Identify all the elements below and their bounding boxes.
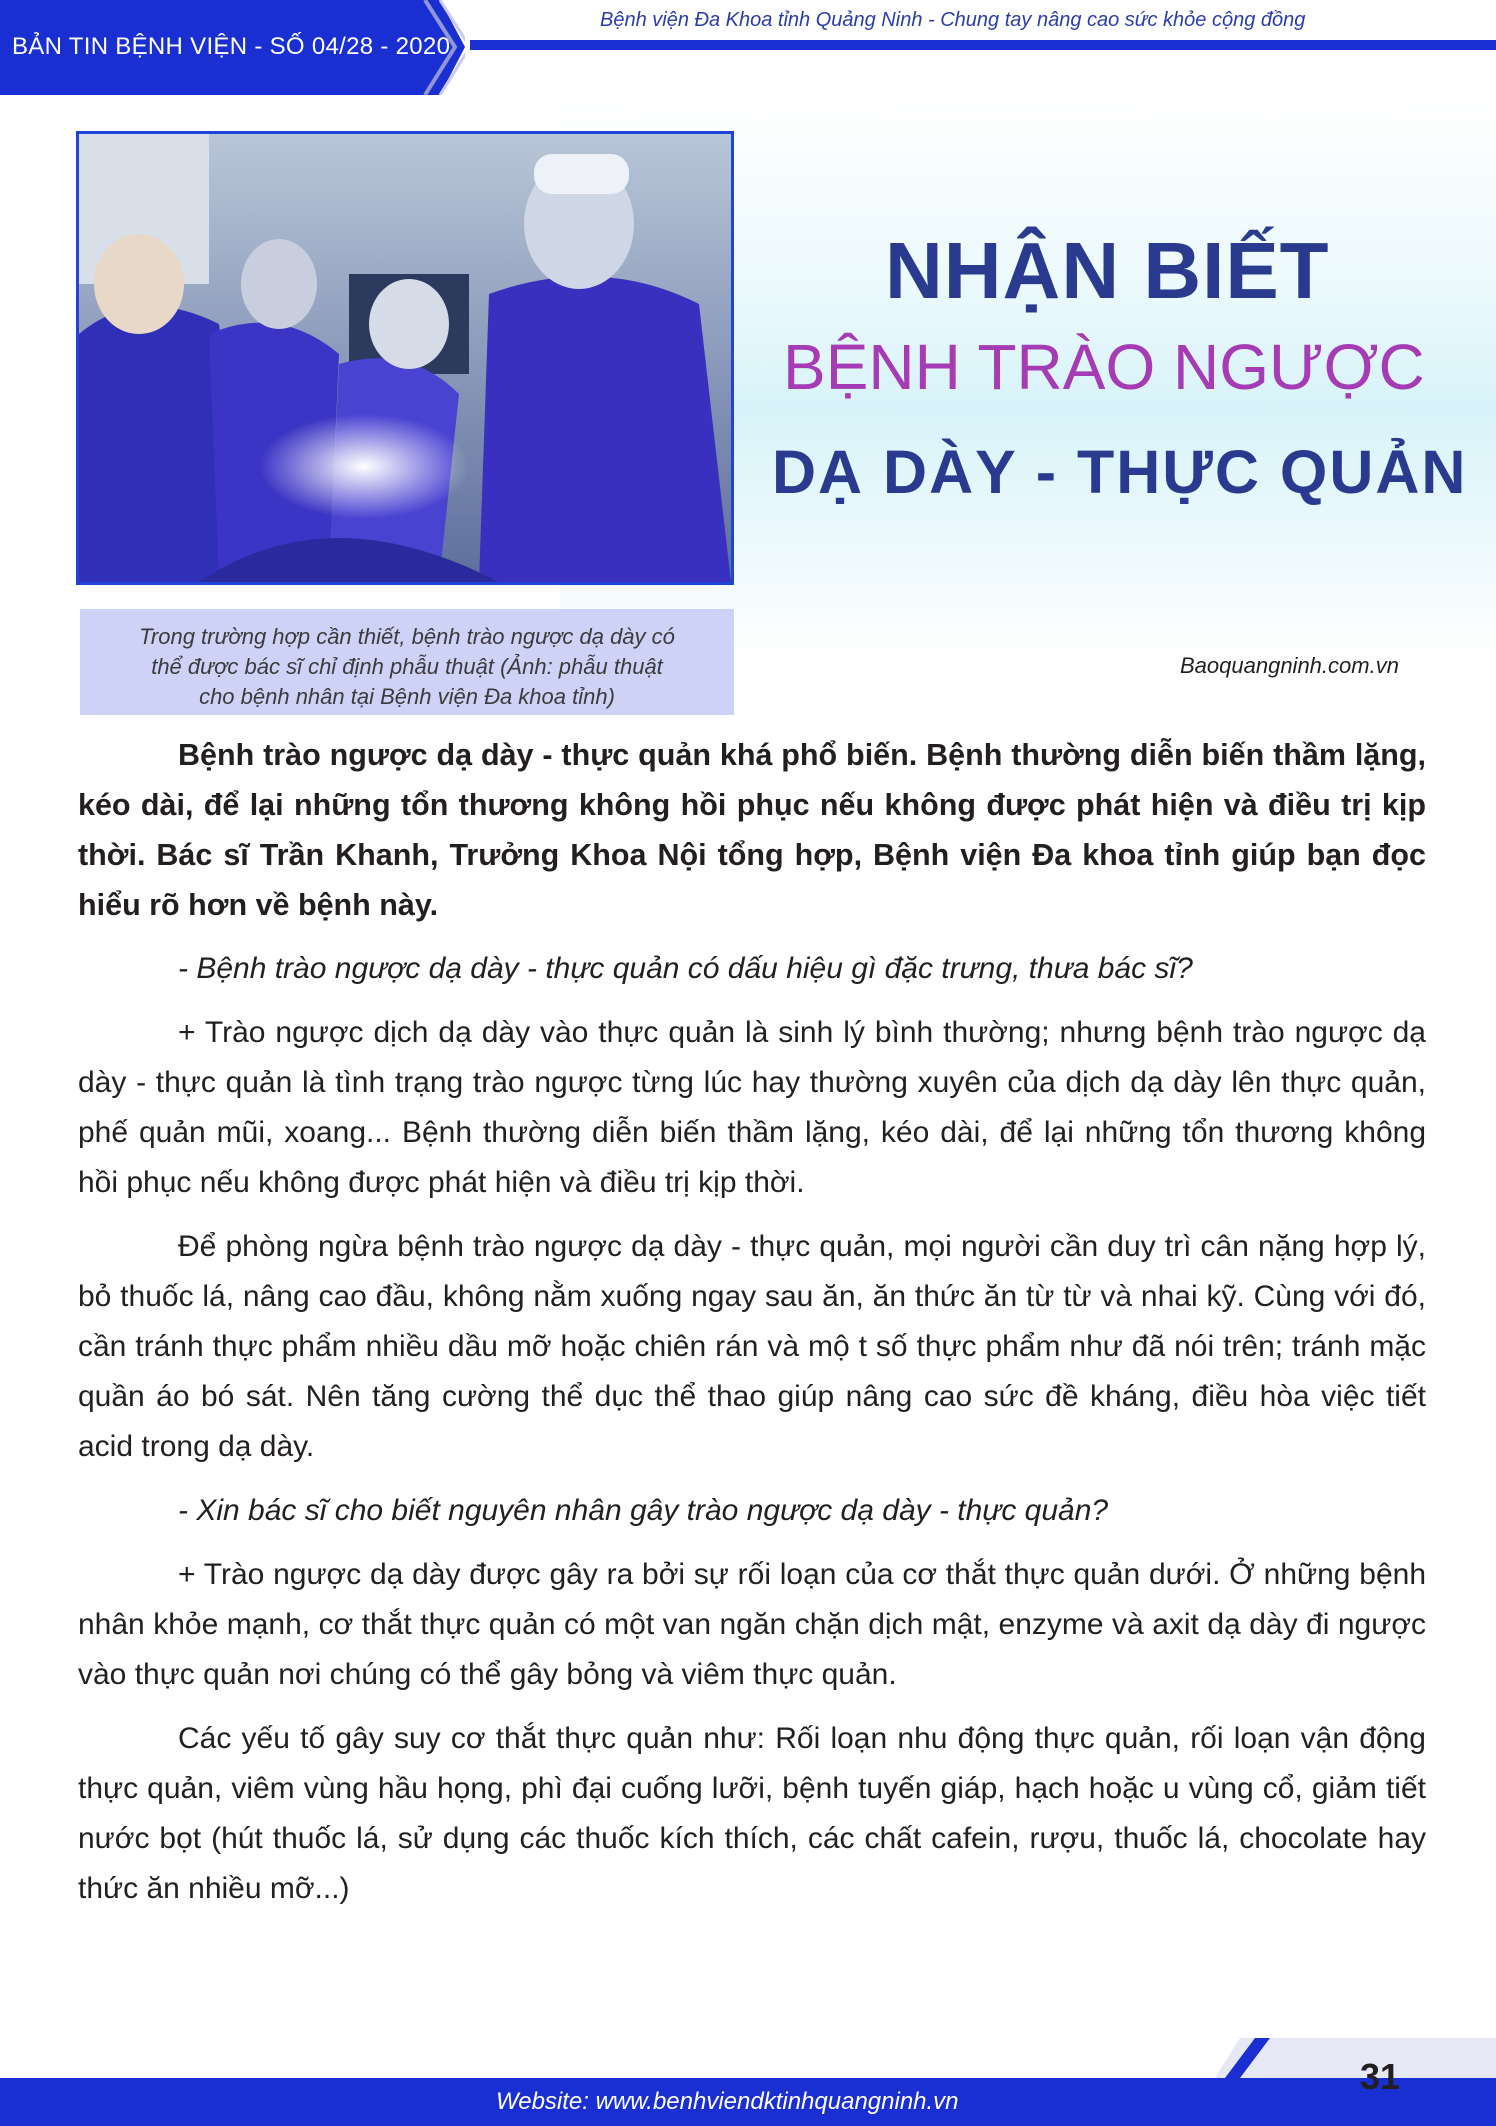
header-rule	[470, 40, 1496, 50]
answer-2: + Trào ngược dạ dày được gây ra bởi sự rối loạn của cơ thắt thực quản dưới. Ở những bệnh nhân khỏe mạnh, cơ thắt thực quản có một van ngăn chặn dịch mật, enzyme và axit dạ dày đi ngược vào thực quản nơi chúng có thể gây bỏng và viêm thực quản.	[78, 1558, 1426, 1691]
title-line-2: BỆNH TRÀO NGƯỢC	[783, 331, 1425, 403]
question-1: - Bệnh trào ngược dạ dày - thực quản có dấu hiệu gì đặc trưng, thưa bác sĩ?	[178, 952, 1193, 985]
source-credit: Baoquangninh.com.vn	[1180, 653, 1399, 678]
surgery-photo-illustration	[79, 134, 731, 582]
caption-line: cho bệnh nhân tại Bệnh viện Đa khoa tỉnh)	[199, 684, 615, 709]
answer-1: + Trào ngược dịch dạ dày vào thực quản là sinh lý bình thường; nhưng bệnh trào ngược dạ dày - thực quản là tình trạng trào ngược từng lúc hay thường xuyên của dịch dạ dày lên thực quản, phế quản mũi, xoang... Bệnh thường diễn biến thầm lặng, kéo dài, để lại những tổn thương không hồi phục nếu không được phát hiện và điều trị kịp thời.	[78, 1016, 1426, 1199]
article-body	[78, 730, 1426, 1928]
question-2: - Xin bác sĩ cho biết nguyên nhân gây trào ngược dạ dày - thực quản?	[178, 1494, 1109, 1527]
caption-line: thể được bác sĩ chỉ định phẫu thuật (Ảnh: phẫu thuật	[151, 654, 663, 679]
surgery-photo	[76, 131, 734, 585]
title-line-1: NHẬN BIẾT	[885, 226, 1330, 315]
lead-paragraph: Bệnh trào ngược dạ dày - thực quản khá phổ biến. Bệnh thường diễn biến thầm lặng, kéo dài, để lại những tổn thương không hồi phục nếu không được phát hiện và điều trị kịp thời. Bác sĩ Trần Khanh, Trưởng Khoa Nội tổng hợp, Bệnh viện Đa khoa tỉnh giúp bạn đọc hiểu rõ hơn về bệnh này.	[78, 738, 1426, 922]
paragraph-causes: Các yếu tố gây suy cơ thắt thực quản như: Rối loạn nhu động thực quản, rối loạn vận động thực quản, viêm vùng hầu họng, phì đại cuống lưỡi, bệnh tuyến giáp, hạch hoặc u vùng cổ, giảm tiết nước bọt (hút thuốc lá, sử dụng các thuốc kích thích, các chất cafein, rượu, thuốc lá, chocolate hay thức ăn nhiều mỡ...)	[78, 1722, 1426, 1905]
page-number: 31	[1360, 2056, 1401, 2097]
paragraph-prevention: Để phòng ngừa bệnh trào ngược dạ dày - thực quản, mọi người cần duy trì cân nặng hợp lý, bỏ thuốc lá, nâng cao đầu, không nằm xuống ngay sau ăn, ăn thức ăn từ từ và nhai kỹ. Cùng với đó, cần tránh thực phẩm nhiều dầu mỡ hoặc chiên rán và mộ t số thực phẩm như đã nói trên; tránh mặc quần áo bó sát. Nên tăng cường thể dục thể thao giúp nâng cao sức đề kháng, điều hòa việc tiết acid trong dạ dày.	[78, 1230, 1426, 1463]
hospital-slogan: Bệnh viện Đa Khoa tỉnh Quảng Ninh - Chung tay nâng cao sức khỏe cộng đồng	[600, 9, 1306, 31]
issue-label: BẢN TIN BỆNH VIỆN - SỐ 04/28 - 2020	[12, 33, 451, 60]
title-line-3: DẠ DÀY - THỰC QUẢN	[772, 438, 1468, 506]
footer-website: Website: www.benhviendktinhquangninh.vn	[496, 2088, 959, 2115]
photo-caption	[80, 622, 734, 712]
caption-line: Trong trường hợp cần thiết, bệnh trào ngược dạ dày có	[139, 624, 675, 649]
